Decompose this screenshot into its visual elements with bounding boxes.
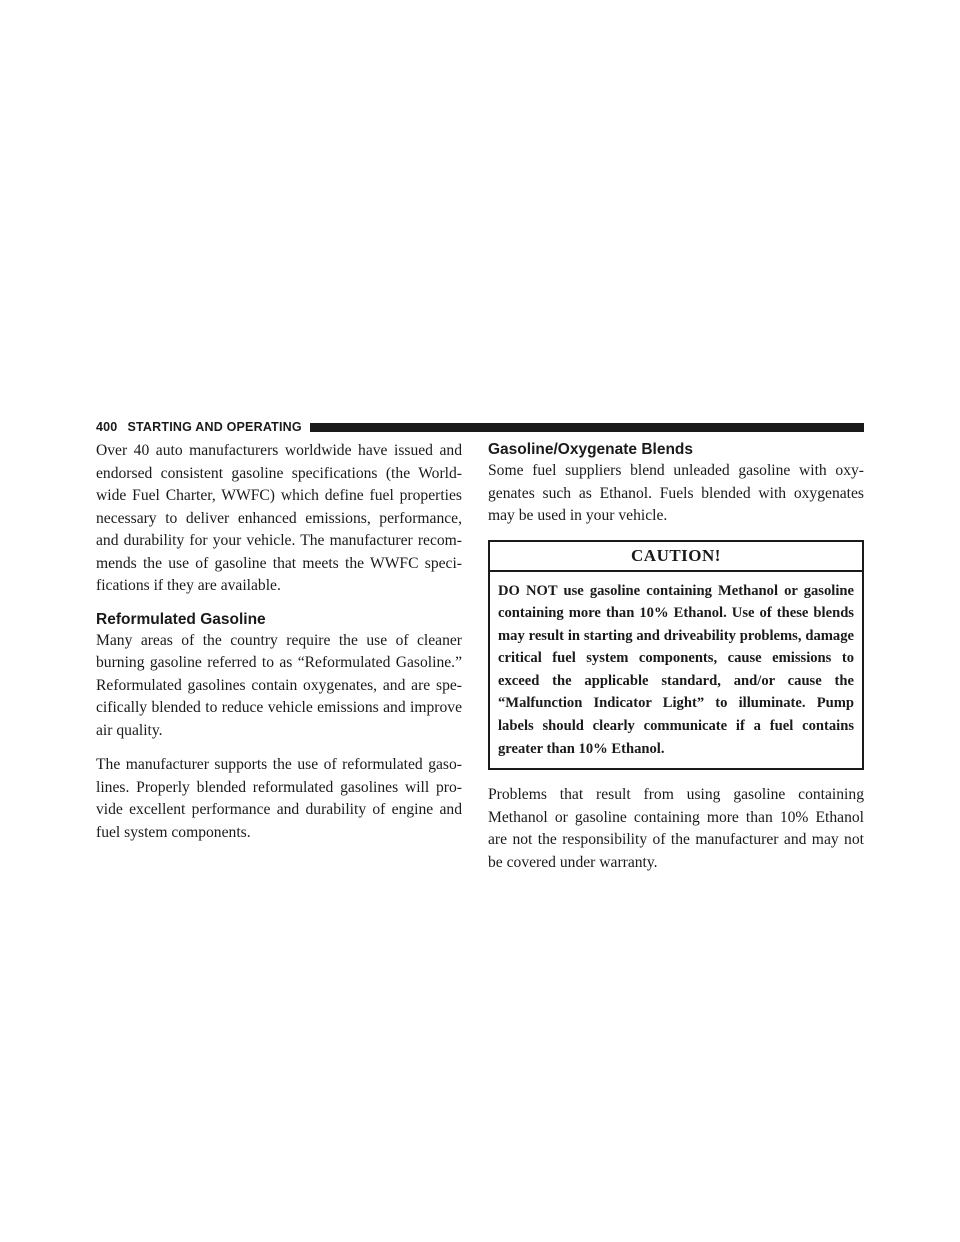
oxygenate-blends-heading: Gasoline/Oxygenate Blends — [488, 441, 694, 458]
header-rule — [310, 423, 864, 432]
problems-paragraph: Problems that result from using gasoline containing Methanol or gasoline containing more than 10% Ethanol are not the responsibility of the manufacturer and may not be covered under warranty. — [488, 786, 864, 871]
reformulated-gasoline-heading: Reformulated Gasoline — [96, 610, 266, 628]
page-header — [96, 419, 864, 435]
caution-box — [488, 540, 864, 771]
reformulated-paragraph-2: The manufacturer supports the use of reformulated gasolines. Properly blended reformulated gasolines will provide excellent performance and durability of engine and fuel system components. — [96, 756, 462, 841]
reformulated-paragraph-1: Many areas of the country require the use of cleaner burning gasoline referred to as “Reformulated Gasoline.” Reformulated gasolines contain oxygenates, and are specifically blended to reduce vehicle emissions and improve air quality. — [96, 631, 462, 739]
page-number: 400 — [96, 420, 118, 434]
caution-title: CAUTION! — [490, 542, 862, 572]
section-title: STARTING AND OPERATING — [127, 420, 302, 434]
right-column — [488, 440, 864, 886]
intro-paragraph: Over 40 auto manufacturers worldwide have issued and endorsed consistent gasoline specifications (the Worldwide Fuel Charter, WWFC) which define fuel properties necessary to deliver enhanced emissions, performance, and durability for your vehicle. The manufacturer recommends the use of gasoline that meets the WWFC specifications if they are available. — [96, 442, 462, 594]
caution-text: DO NOT use gasoline containing Methanol or gasoline containing more than 10% Ethanol. Use of these blends may result in starting and driveability problems, damage critical fuel system components, cause emissions to exceed the applicable standard, and/or cause the “Malfunction Indicator Light” to illuminate. Pump labels should clearly communicate if a fuel contains greater than 10% Ethanol. — [498, 582, 854, 757]
left-column — [96, 440, 462, 856]
blends-paragraph: Some fuel suppliers blend unleaded gasoline with oxygenates such as Ethanol. Fuels blended with oxygenates may be used in your vehicle. — [488, 462, 864, 524]
